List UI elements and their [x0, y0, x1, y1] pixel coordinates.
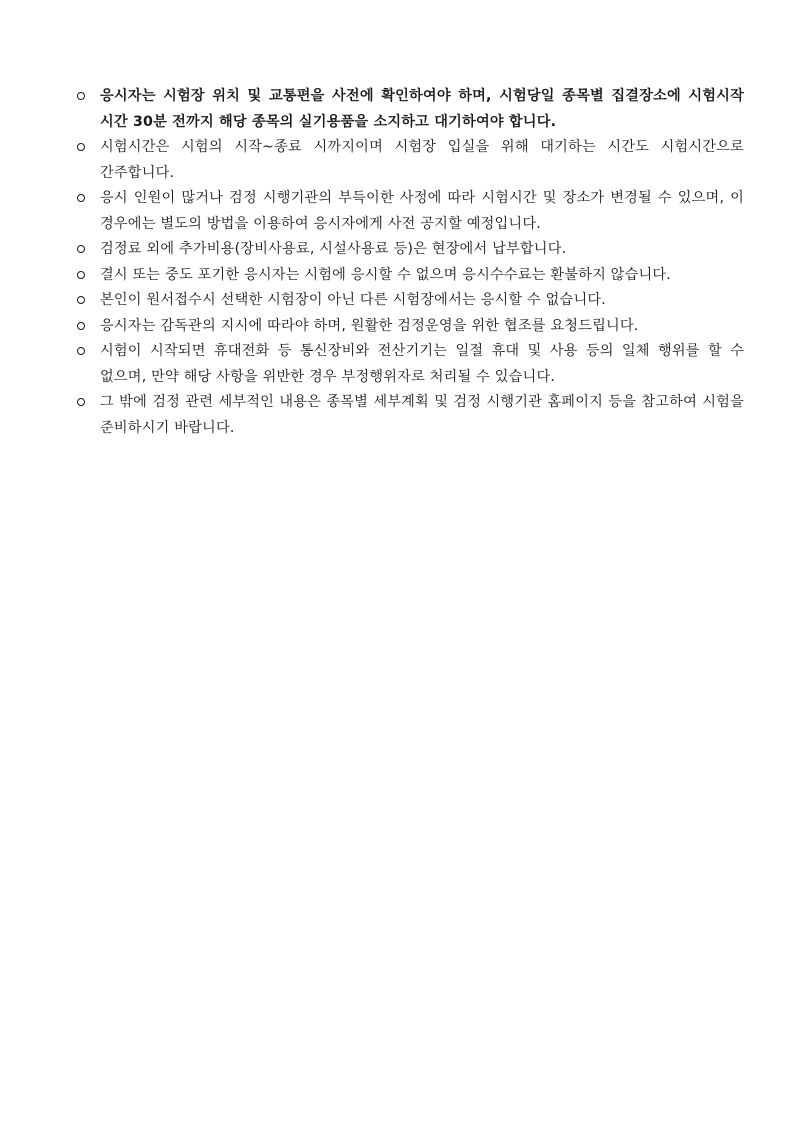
- circle-bullet-icon: [74, 84, 100, 110]
- circle-bullet-icon: [74, 339, 100, 365]
- circle-bullet-icon: [74, 237, 100, 263]
- notice-text: 시험이 시작되면 휴대전화 등 통신장비와 전산기기는 일절 휴대 및 사용 등의 일체 행위를 할 수 없으며, 만약 해당 사항을 위반한 경우 부정행위자로 처리될 수 있습니다.: [100, 343, 744, 385]
- notice-item: [74, 237, 744, 263]
- notice-text: 응시자는 감독관의 지시에 따라야 하며, 원활한 검정운영을 위한 협조를 요청드립니다.: [100, 317, 639, 334]
- notice-text: 결시 또는 중도 포기한 응시자는 시험에 응시할 수 없으며 응시수수료는 환불하지 않습니다.: [100, 266, 672, 283]
- notice-text: 검정료 외에 추가비용(장비사용료, 시설사용료 등)은 현장에서 납부합니다.: [100, 241, 567, 257]
- notice-item: [74, 390, 744, 441]
- notice-text: 본인이 원서접수시 선택한 시험장이 아닌 다른 시험장에서는 응시할 수 없습니다.: [100, 292, 606, 308]
- notice-text: 응시자는 시험장 위치 및 교통편을 사전에 확인하여야 하며, 시험당일 종목별 집결장소에 시험시작 시간 30분 전까지 해당 종목의 실기용품을 소지하고 대기하여야 합니다.: [100, 88, 744, 130]
- circle-bullet-icon: [74, 288, 100, 314]
- notice-item: [74, 288, 744, 314]
- circle-bullet-icon: [74, 390, 100, 416]
- circle-bullet-icon: [74, 135, 100, 161]
- notice-text: 응시 인원이 많거나 검정 시행기관의 부득이한 사정에 따라 시험시간 및 장소가 변경될 수 있으며, 이 경우에는 별도의 방법을 이용하여 응시자에게 사전 공지할 예정입니다.: [100, 190, 744, 232]
- notice-list: [74, 84, 744, 441]
- notice-item: [74, 339, 744, 390]
- notice-item: [74, 314, 744, 340]
- notice-item: [74, 135, 744, 186]
- notice-item: [74, 84, 744, 135]
- notice-item: [74, 186, 744, 237]
- notice-text: 그 밖에 검정 관련 세부적인 내용은 종목별 세부계획 및 검정 시행기관 홈페이지 등을 참고하여 시험을 준비하시기 바랍니다.: [100, 394, 744, 436]
- circle-bullet-icon: [74, 314, 100, 340]
- circle-bullet-icon: [74, 186, 100, 212]
- notice-text: 시험시간은 시험의 시작~종료 시까지이며 시험장 입실을 위해 대기하는 시간도 시험시간으로 간주합니다.: [100, 139, 744, 181]
- notice-item: [74, 263, 744, 289]
- circle-bullet-icon: [74, 263, 100, 289]
